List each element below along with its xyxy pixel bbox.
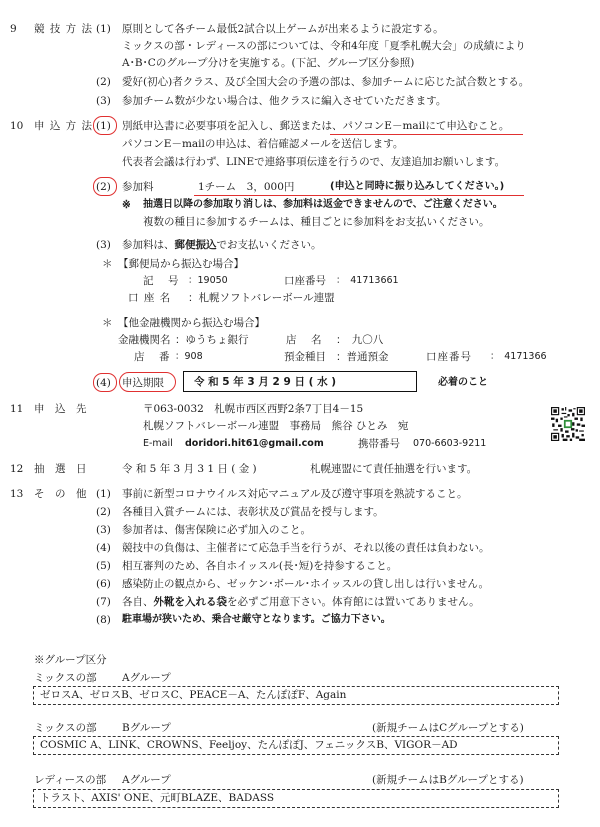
s13-item4-text: 競技中の負傷は、主催者にて応急手当を行うが、それ以後の責任は負わない。 [122, 542, 490, 554]
s13-item5-text: 相互審判のため、各自ホイッスル(長･短)を持参すること。 [122, 560, 398, 572]
group3-teams: トラスト、AXIS' ONE、元町BLAZE、BADASS [40, 792, 275, 804]
deadline-note: 必着のこと [438, 377, 488, 388]
s10-item4-mark: (4) [96, 377, 111, 389]
section-13-label: そ の 他 [34, 488, 87, 500]
s13-item2-text: 各種目入賞チームには、表彰状及び賞品を授与します。 [122, 506, 384, 518]
s13-item2-mark: (2) [96, 506, 111, 518]
bank-institution-label: 金融機関名 [118, 334, 171, 346]
postal-name-value: ：札幌ソフトバレーボール連盟 [188, 292, 335, 304]
s10-item1-mark: (1) [96, 120, 111, 132]
postal-address: 〒063-0032 札幌市西区西野2条7丁目4－15 [143, 403, 364, 415]
bank-type-label: 預金種目 [284, 351, 326, 363]
postal-mark: ＊ [102, 258, 113, 270]
bank-store-label: 店 番 [134, 351, 172, 363]
bank-institution-value: ：ゆうちょ銀行 [175, 334, 249, 346]
s13-item4-mark: (4) [96, 542, 111, 554]
postal-account-label: 口座番号 [284, 275, 326, 287]
section-12-number: 12 [10, 463, 24, 475]
s13-item8-text: 駐車場が狭いため、乗合せ厳守となります。ご協力下さい。 [122, 614, 391, 625]
s13-item6-mark: (6) [96, 578, 111, 590]
fee-label: 参加料 [122, 181, 154, 193]
s13-item3-mark: (3) [96, 524, 111, 536]
s13-item8-mark: (8) [96, 614, 111, 626]
s10-item1-line2: パソコンE－mailの申込は、着信確認メールを送信します。 [122, 138, 404, 150]
postal-symbol-label: 記 号 [143, 275, 181, 287]
email-address[interactable]: doridori.hit61@gmail.com [185, 438, 324, 449]
section-10-number: 10 [10, 120, 24, 132]
s13-item6-text: 感染防止の観点から、ゼッケン･ボール･ホイッスルの貸し出しは行いません。 [122, 578, 489, 590]
s13-item5-mark: (5) [96, 560, 111, 572]
s9-item1-mark: (1) [96, 23, 111, 35]
group1-category: ミックスの部 [34, 672, 97, 684]
group2-name: Bグループ [122, 722, 171, 734]
s13-item3-text: 参加者は、傷害保険に必ず加入のこと。 [122, 524, 311, 536]
group2-category: ミックスの部 [34, 722, 97, 734]
group3-category: レディースの部 [34, 774, 107, 786]
postal-title: 【郵便局から振込む場合】 [118, 258, 244, 270]
group3-note: (新規チームはBグループとする) [372, 774, 524, 786]
group2-teams: COSMIC A、LINK、CROWNS、Feeljoy、たんぽぽJ、フェニックスB、VIGOR－AD [40, 739, 458, 751]
section-11-label: 申 込 先 [34, 403, 87, 415]
s9-item3-mark: (3) [96, 95, 111, 107]
s9-item1-line3: A･B･Cのグループ分けを実施する。(下記、グループ区分参照) [122, 57, 415, 69]
section-11-number: 11 [10, 403, 24, 415]
group1-name: Aグループ [122, 672, 171, 684]
s9-item2-text: 愛好(初心)者クラス、及び全国大会の予選の部は、参加チームに応じた試合数とする。 [122, 76, 530, 88]
section-12-label: 抽 選 日 [34, 463, 87, 475]
bank-title: 【他金融機関から振込む場合】 [118, 317, 265, 329]
group2-note: (新規チームはCグループとする) [372, 722, 524, 734]
s10-item1-line3: 代表者会議は行わず、LINEで連絡事項伝達を行うので、友達追加お願いします。 [122, 156, 506, 168]
s9-item1-line1: 原則として各チーム最低2試合以上ゲームが出来るように設定する。 [122, 23, 444, 35]
phone-label: 携帯番号 [358, 438, 400, 450]
s13-item1-text: 事前に新型コロナウイルス対応マニュアル及び遵守事項を熟読すること。 [122, 488, 468, 500]
s13-item7-text: 各自、外靴を入れる袋を必ずご用意下さい。体育館には置いてありません。 [122, 596, 480, 608]
s9-item2-mark: (2) [96, 76, 111, 88]
group3-name: Aグループ [122, 774, 171, 786]
s10-item1-line1: 別紙申込書に必要事項を記入し、郵送または、パソコンE－mailにて申込むこと。 [122, 120, 510, 132]
s9-item1-line2: ミックスの部・レディースの部については、令和4年度「夏季札幌大会」の成績により [122, 40, 526, 52]
groups-title: ※グループ区分 [34, 654, 107, 666]
bank-branch-label: 店 名 [286, 334, 324, 346]
phone-number: 070-6603-9211 [413, 438, 487, 449]
qr-code-icon [551, 407, 585, 441]
s10-item2-mark: (2) [96, 181, 111, 193]
fee-amount: 1チーム 3，000円 [198, 181, 295, 193]
deadline-date: 令 和 5 年 3 月 2 9 日 ( 水 ) [194, 376, 337, 388]
section-10-label: 申 込 方 法 [34, 120, 94, 132]
email-highlight: パソコンE－mailにて申込むこと。 [342, 120, 510, 132]
postal-account-value: ： 41713661 [336, 275, 399, 286]
bank-account-label: 口座番号 [426, 351, 472, 363]
lottery-date: 令 和 5 年 3 月 3 1 日 ( 金 ) [122, 463, 257, 475]
bank-account-value: ： 4171366 [490, 351, 547, 362]
s9-item3-text: 参加チーム数が少ない場合は、他クラスに編入させていただきます。 [122, 95, 447, 107]
payment-method: 参加料は、郵便振込でお支払いください。 [122, 239, 322, 251]
bank-type-value: ：普通預金 [336, 351, 389, 363]
deadline-label: 申込期限 [122, 377, 164, 389]
group1-teams: ゼロスA、ゼロスB、ゼロスC、PEACE－A、たんぽぽF、Again [40, 689, 347, 701]
section-9-number: 9 [10, 23, 17, 35]
fee-multi-event-note: 複数の種目に参加するチームは、種目ごとに参加料をお支払いください。 [143, 216, 490, 228]
s10-item3-mark: (3) [96, 239, 111, 251]
red-underline-annotation [194, 195, 524, 196]
s13-item7-mark: (7) [96, 596, 111, 608]
refund-warning: 抽選日以降の参加取り消しは、参加料は返金できませんので、ご注意ください。 [143, 199, 503, 210]
fee-note: (申込と同時に振り込みしてください。) [330, 181, 505, 192]
lottery-note: 札幌連盟にて責任抽選を行います。 [310, 463, 478, 475]
section-9-label: 競 技 方 法 [34, 23, 94, 35]
postal-symbol-value: ：19050 [188, 275, 228, 286]
red-underline-annotation [330, 134, 523, 135]
postal-name-label: 口 座 名 [128, 292, 172, 304]
email-label: E-mail [143, 438, 173, 449]
section-13-number: 13 [10, 488, 24, 500]
bank-branch-value: ： 九〇八 [336, 334, 384, 346]
bank-store-value: ：908 [175, 351, 203, 362]
warning-mark: ※ [122, 199, 131, 211]
office-contact: 札幌ソフトバレーボール連盟 事務局 熊谷 ひとみ 宛 [143, 420, 409, 432]
bank-mark: ＊ [102, 317, 113, 329]
s13-item1-mark: (1) [96, 488, 111, 500]
